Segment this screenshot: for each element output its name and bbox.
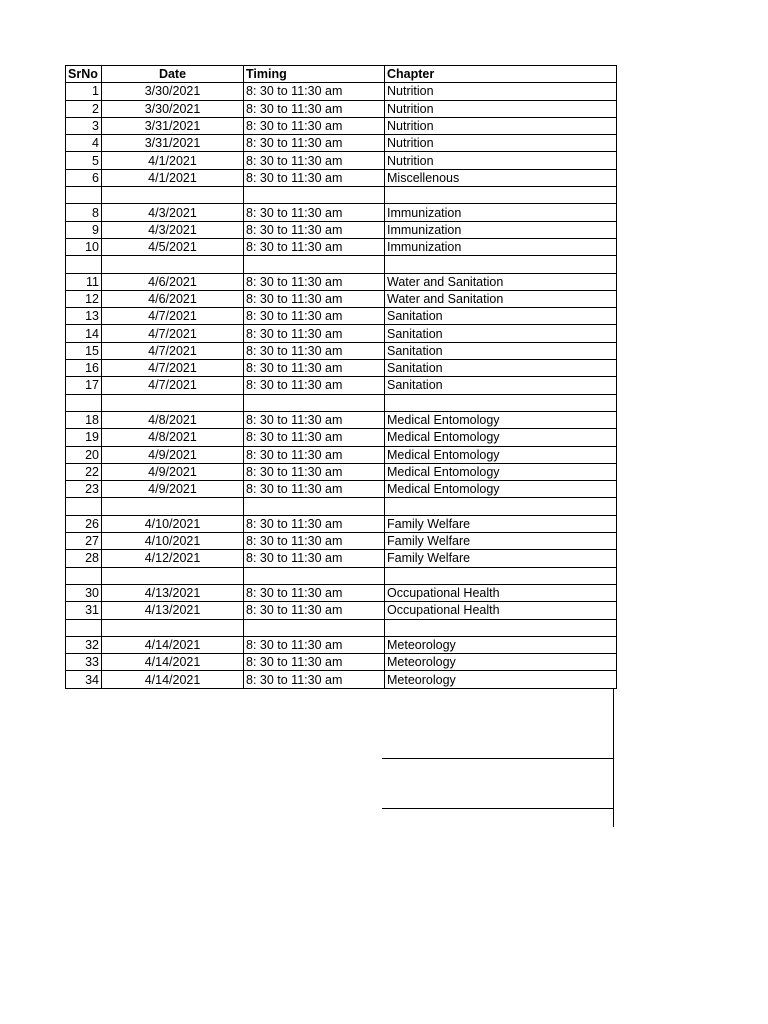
cell-date: 4/7/2021 bbox=[102, 377, 244, 394]
cell-date bbox=[102, 187, 244, 204]
table-row bbox=[66, 135, 617, 152]
cell-date: 4/6/2021 bbox=[102, 273, 244, 290]
cell-chapter: Immunization bbox=[385, 221, 617, 238]
cell-date bbox=[102, 498, 244, 515]
cell-timing: 8: 30 to 11:30 am bbox=[244, 463, 385, 480]
cell-date: 3/30/2021 bbox=[102, 83, 244, 100]
cell-timing: 8: 30 to 11:30 am bbox=[244, 636, 385, 653]
cell-chapter: Nutrition bbox=[385, 100, 617, 117]
cell-srno bbox=[66, 498, 102, 515]
cell-srno bbox=[66, 256, 102, 273]
cell-chapter: Medical Entomology bbox=[385, 463, 617, 480]
table-row bbox=[66, 429, 617, 446]
cell-date: 4/10/2021 bbox=[102, 515, 244, 532]
cell-timing bbox=[244, 498, 385, 515]
cell-date: 4/13/2021 bbox=[102, 602, 244, 619]
cell-timing: 8: 30 to 11:30 am bbox=[244, 221, 385, 238]
cell-chapter: Family Welfare bbox=[385, 533, 617, 550]
cell-srno: 9 bbox=[66, 221, 102, 238]
cell-chapter bbox=[385, 498, 617, 515]
cell-srno: 2 bbox=[66, 100, 102, 117]
table-row bbox=[66, 221, 617, 238]
table-row bbox=[66, 636, 617, 653]
header-srno: SrNo bbox=[66, 66, 102, 83]
cell-timing: 8: 30 to 11:30 am bbox=[244, 204, 385, 221]
table-row bbox=[66, 602, 617, 619]
cell-date: 4/7/2021 bbox=[102, 325, 244, 342]
cell-srno: 19 bbox=[66, 429, 102, 446]
cell-date: 4/3/2021 bbox=[102, 204, 244, 221]
cell-timing: 8: 30 to 11:30 am bbox=[244, 550, 385, 567]
cell-srno: 4 bbox=[66, 135, 102, 152]
cell-srno: 20 bbox=[66, 446, 102, 463]
cell-timing: 8: 30 to 11:30 am bbox=[244, 584, 385, 601]
cell-srno: 18 bbox=[66, 411, 102, 428]
cell-date: 4/7/2021 bbox=[102, 342, 244, 359]
header-row bbox=[66, 66, 617, 83]
cell-timing: 8: 30 to 11:30 am bbox=[244, 152, 385, 169]
table-row bbox=[66, 204, 617, 221]
cell-timing bbox=[244, 567, 385, 584]
table-row bbox=[66, 308, 617, 325]
cell-timing: 8: 30 to 11:30 am bbox=[244, 83, 385, 100]
cell-timing: 8: 30 to 11:30 am bbox=[244, 446, 385, 463]
cell-date: 4/9/2021 bbox=[102, 481, 244, 498]
cell-srno: 23 bbox=[66, 481, 102, 498]
table-row bbox=[66, 377, 617, 394]
table-row bbox=[66, 187, 617, 204]
cell-timing: 8: 30 to 11:30 am bbox=[244, 411, 385, 428]
cell-border-line bbox=[382, 808, 614, 809]
table-row bbox=[66, 394, 617, 411]
cell-srno: 15 bbox=[66, 342, 102, 359]
cell-date bbox=[102, 619, 244, 636]
table-row bbox=[66, 446, 617, 463]
cell-chapter bbox=[385, 394, 617, 411]
table-row bbox=[66, 533, 617, 550]
table-row bbox=[66, 256, 617, 273]
cell-chapter: Immunization bbox=[385, 238, 617, 255]
cell-timing: 8: 30 to 11:30 am bbox=[244, 273, 385, 290]
table-body bbox=[66, 83, 617, 688]
cell-chapter: Medical Entomology bbox=[385, 446, 617, 463]
cell-timing: 8: 30 to 11:30 am bbox=[244, 117, 385, 134]
cell-date bbox=[102, 256, 244, 273]
cell-chapter: Sanitation bbox=[385, 308, 617, 325]
cell-chapter: Nutrition bbox=[385, 135, 617, 152]
cell-chapter: Meteorology bbox=[385, 636, 617, 653]
table-row bbox=[66, 238, 617, 255]
cell-timing: 8: 30 to 11:30 am bbox=[244, 135, 385, 152]
table-row bbox=[66, 100, 617, 117]
table-row bbox=[66, 463, 617, 480]
cell-date: 4/1/2021 bbox=[102, 152, 244, 169]
cell-timing: 8: 30 to 11:30 am bbox=[244, 481, 385, 498]
cell-chapter: Sanitation bbox=[385, 325, 617, 342]
cell-chapter bbox=[385, 256, 617, 273]
table-row bbox=[66, 411, 617, 428]
cell-chapter: Medical Entomology bbox=[385, 429, 617, 446]
cell-timing: 8: 30 to 11:30 am bbox=[244, 169, 385, 186]
cell-srno: 28 bbox=[66, 550, 102, 567]
table-row bbox=[66, 654, 617, 671]
cell-srno: 17 bbox=[66, 377, 102, 394]
cell-date: 4/14/2021 bbox=[102, 654, 244, 671]
cell-chapter: Medical Entomology bbox=[385, 411, 617, 428]
table-row bbox=[66, 290, 617, 307]
cell-date: 3/31/2021 bbox=[102, 135, 244, 152]
cell-srno: 3 bbox=[66, 117, 102, 134]
cell-srno: 30 bbox=[66, 584, 102, 601]
cell-srno: 26 bbox=[66, 515, 102, 532]
table-row bbox=[66, 117, 617, 134]
cell-timing bbox=[244, 394, 385, 411]
cell-chapter: Sanitation bbox=[385, 377, 617, 394]
cell-date: 4/8/2021 bbox=[102, 411, 244, 428]
cell-timing: 8: 30 to 11:30 am bbox=[244, 654, 385, 671]
cell-timing bbox=[244, 619, 385, 636]
cell-timing bbox=[244, 256, 385, 273]
cell-date: 4/3/2021 bbox=[102, 221, 244, 238]
cell-timing: 8: 30 to 11:30 am bbox=[244, 308, 385, 325]
cell-srno bbox=[66, 619, 102, 636]
cell-chapter bbox=[385, 187, 617, 204]
cell-date: 3/30/2021 bbox=[102, 100, 244, 117]
cell-timing: 8: 30 to 11:30 am bbox=[244, 342, 385, 359]
cell-timing: 8: 30 to 11:30 am bbox=[244, 533, 385, 550]
cell-date: 4/12/2021 bbox=[102, 550, 244, 567]
cell-date bbox=[102, 567, 244, 584]
table-row bbox=[66, 481, 617, 498]
cell-srno: 11 bbox=[66, 273, 102, 290]
cell-srno: 6 bbox=[66, 169, 102, 186]
table-row bbox=[66, 83, 617, 100]
table-row bbox=[66, 152, 617, 169]
cell-chapter: Meteorology bbox=[385, 671, 617, 688]
cell-date: 4/13/2021 bbox=[102, 584, 244, 601]
cell-srno: 32 bbox=[66, 636, 102, 653]
cell-chapter: Family Welfare bbox=[385, 515, 617, 532]
table-row bbox=[66, 360, 617, 377]
table-row bbox=[66, 273, 617, 290]
cell-date: 4/6/2021 bbox=[102, 290, 244, 307]
cell-chapter: Occupational Health bbox=[385, 584, 617, 601]
table-row bbox=[66, 584, 617, 601]
table-row bbox=[66, 550, 617, 567]
cell-date: 4/9/2021 bbox=[102, 446, 244, 463]
cell-chapter: Immunization bbox=[385, 204, 617, 221]
cell-chapter: Water and Sanitation bbox=[385, 290, 617, 307]
cell-srno: 34 bbox=[66, 671, 102, 688]
cell-timing: 8: 30 to 11:30 am bbox=[244, 602, 385, 619]
cell-srno: 1 bbox=[66, 83, 102, 100]
table-row bbox=[66, 169, 617, 186]
table-row bbox=[66, 671, 617, 688]
cell-srno: 12 bbox=[66, 290, 102, 307]
cell-chapter: Medical Entomology bbox=[385, 481, 617, 498]
cell-srno: 27 bbox=[66, 533, 102, 550]
cell-timing: 8: 30 to 11:30 am bbox=[244, 325, 385, 342]
cell-srno: 22 bbox=[66, 463, 102, 480]
table-row bbox=[66, 498, 617, 515]
cell-chapter: Sanitation bbox=[385, 360, 617, 377]
cell-timing bbox=[244, 187, 385, 204]
cell-chapter: Nutrition bbox=[385, 152, 617, 169]
cell-timing: 8: 30 to 11:30 am bbox=[244, 429, 385, 446]
cell-srno: 8 bbox=[66, 204, 102, 221]
cell-chapter: Nutrition bbox=[385, 117, 617, 134]
cell-chapter: Sanitation bbox=[385, 342, 617, 359]
cell-chapter: Miscellenous bbox=[385, 169, 617, 186]
cell-date: 4/10/2021 bbox=[102, 533, 244, 550]
cell-chapter bbox=[385, 567, 617, 584]
cell-border-line bbox=[382, 758, 614, 759]
cell-date: 4/14/2021 bbox=[102, 636, 244, 653]
cell-srno bbox=[66, 187, 102, 204]
cell-timing: 8: 30 to 11:30 am bbox=[244, 377, 385, 394]
cell-date bbox=[102, 394, 244, 411]
cell-srno: 10 bbox=[66, 238, 102, 255]
cell-date: 4/1/2021 bbox=[102, 169, 244, 186]
table-row bbox=[66, 325, 617, 342]
cell-date: 4/7/2021 bbox=[102, 360, 244, 377]
schedule-table bbox=[65, 65, 617, 689]
cell-chapter: Occupational Health bbox=[385, 602, 617, 619]
table-row bbox=[66, 515, 617, 532]
table-row bbox=[66, 619, 617, 636]
cell-date: 4/9/2021 bbox=[102, 463, 244, 480]
cell-date: 4/7/2021 bbox=[102, 308, 244, 325]
table-row bbox=[66, 342, 617, 359]
cell-srno bbox=[66, 567, 102, 584]
cell-timing: 8: 30 to 11:30 am bbox=[244, 100, 385, 117]
cell-srno: 33 bbox=[66, 654, 102, 671]
cell-chapter: Family Welfare bbox=[385, 550, 617, 567]
table-row bbox=[66, 567, 617, 584]
cell-srno: 31 bbox=[66, 602, 102, 619]
cell-timing: 8: 30 to 11:30 am bbox=[244, 360, 385, 377]
cell-timing: 8: 30 to 11:30 am bbox=[244, 671, 385, 688]
cell-srno: 13 bbox=[66, 308, 102, 325]
header-timing: Timing bbox=[244, 66, 385, 83]
cell-chapter bbox=[385, 619, 617, 636]
cell-chapter: Nutrition bbox=[385, 83, 617, 100]
cell-date: 4/5/2021 bbox=[102, 238, 244, 255]
cell-chapter: Water and Sanitation bbox=[385, 273, 617, 290]
header-chapter: Chapter bbox=[385, 66, 617, 83]
cell-chapter: Meteorology bbox=[385, 654, 617, 671]
cell-date: 3/31/2021 bbox=[102, 117, 244, 134]
cell-timing: 8: 30 to 11:30 am bbox=[244, 515, 385, 532]
cell-date: 4/8/2021 bbox=[102, 429, 244, 446]
cell-timing: 8: 30 to 11:30 am bbox=[244, 290, 385, 307]
cell-timing: 8: 30 to 11:30 am bbox=[244, 238, 385, 255]
header-date: Date bbox=[102, 66, 244, 83]
cell-date: 4/14/2021 bbox=[102, 671, 244, 688]
cell-srno: 5 bbox=[66, 152, 102, 169]
cell-srno bbox=[66, 394, 102, 411]
cell-srno: 14 bbox=[66, 325, 102, 342]
cell-srno: 16 bbox=[66, 360, 102, 377]
